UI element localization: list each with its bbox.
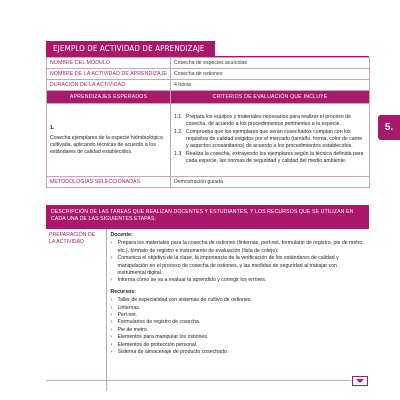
preparacion-label: PREPARACIÓN DE LA ACTIVIDAD [46, 229, 106, 391]
list-item [111, 342, 366, 349]
criterio-item [174, 129, 366, 150]
page-title: EJEMPLO DE ACTIVIDAD DE APRENDIZAJE [46, 41, 215, 56]
bottom-rule [46, 380, 351, 381]
recurso-item-text: Sistema de almacenaje de producto cosechado. [117, 349, 229, 356]
list-item [111, 334, 366, 341]
description-table [46, 205, 369, 391]
criterio-text: Realiza la cosecha, extrayendo los ejemplares según la técnica definida para cada especie, las normas de seguridad y calidad del medio ambiente. [186, 151, 364, 164]
list-item [111, 240, 366, 255]
recurso-item-text: Linternas. [117, 304, 141, 311]
docente-item-text: Prepara los materiales para la cosecha de ostiones (linternas, perl-net, formulario de registro, pie de metro, etc.), formato de registro e instrumento de evaluación (lista de cotejo). [117, 240, 364, 254]
chevron-right-icon: › [110, 341, 113, 348]
list-item [111, 319, 366, 326]
list-item [111, 327, 366, 334]
row-metodologias [47, 177, 370, 188]
metodologias-label: METODOLOGÍAS SELECCIONADAS [47, 177, 171, 188]
list-item [111, 277, 366, 284]
row-modulo [47, 58, 370, 69]
activity-info-table [46, 57, 370, 188]
criterio-text: Comprueba que los ejemplares que serán cosechados cumplan con los requisitos de calidad exigidos por el mercado (tamaño, forma, color de carne y aspectos zoosanitarios) de acuerdo a los procedimientos establecidos. [186, 129, 363, 149]
list-item [111, 255, 366, 277]
recurso-item-text: Pie de metro. [117, 326, 149, 333]
modulo-value: Cosecha de especies acuícolas [171, 58, 370, 69]
recurso-item-text: Elementos para manipular los ostiones. [117, 334, 209, 341]
row-duracion [47, 80, 370, 91]
duracion-label: DURACIÓN DE LA ACTIVIDAD [47, 80, 171, 91]
chevron-right-icon: › [110, 349, 113, 356]
chapter-tab[interactable]: 5. [378, 115, 400, 140]
list-item [111, 305, 366, 312]
aprendizaje-text: Cosecha ejemplares de la especie hidrobiológica cultivada, aplicando técnicas de acuerdo a los estándares de calidad establecidos. [50, 134, 163, 155]
criterio-num: 1.2 [174, 129, 182, 135]
criterios-cell [171, 104, 370, 177]
recurso-item-text: Taller de especialidad con sistemas de cultivo de ostiones. [117, 297, 252, 304]
row-actividad [47, 69, 370, 80]
chevron-right-icon: › [110, 277, 113, 284]
actividad-value: Cosecha de ostiones [171, 69, 370, 80]
chevron-right-icon: › [110, 326, 113, 333]
modulo-label: NOMBRE DEL MÓDULO [47, 58, 171, 69]
chevron-right-icon: › [110, 304, 113, 311]
row-aprendizaje [47, 104, 370, 177]
description-band: DESCRIPCIÓN DE LAS TAREAS QUE REALIZAN DOCENTES Y ESTUDIANTES, Y LOS RECURSOS QUE SE UTILIZAN EN CADA UNA DE LAS SIGUIENTES ETAPAS: [46, 205, 369, 229]
docente-title: Docente: [110, 232, 133, 238]
description-band-row [46, 205, 369, 229]
chevron-right-icon: › [110, 334, 113, 341]
row-headers [47, 91, 370, 104]
docente-item-text: Comunica el objetivo de la clase, la importancia de la verificación de los estándares de calidad y manipulación en el proceso de cosecha de ostiones, y las medidas de seguridad al trabajar con instrumental digital. [117, 255, 339, 277]
list-item [111, 297, 366, 304]
aprendizaje-cell [47, 104, 171, 177]
preparacion-body [106, 229, 369, 391]
row-preparacion [46, 229, 369, 391]
aprendizajes-header: APRENDIZAJES ESPERADOS [47, 91, 171, 104]
recurso-item-text: Formularios de registro de cosecha. [117, 319, 201, 326]
criterio-num: 1.3 [174, 151, 182, 157]
metodologias-value: Demostración guiada [171, 177, 370, 188]
recursos-title: Recursos: [110, 288, 136, 295]
criterio-item [174, 114, 366, 128]
chevron-right-icon: › [110, 297, 113, 304]
recurso-item-text: Elementos de protección personal. [117, 341, 198, 348]
chevron-right-icon: › [110, 240, 113, 247]
criterio-text: Prepara los equipos y materiales necesarios para realizar el proceso de cosecha, de acuerdo a los procedimientos pertinentes a la especie. [186, 114, 351, 127]
criterio-num: 1.1 [174, 114, 182, 120]
docente-item-text: Informa cómo se va a evaluar la aprendido y corregir los errores. [117, 277, 267, 284]
chevron-right-icon: › [110, 312, 113, 319]
list-item [111, 312, 366, 319]
continue-down-icon[interactable] [352, 376, 368, 386]
duracion-value: 4 horas [171, 80, 370, 91]
criterios-header: CRITERIOS DE EVALUACIÓN QUE INCLUYE [171, 91, 370, 104]
chevron-right-icon: › [110, 319, 113, 326]
actividad-label: NOMBRE DE LA ACTIVIDAD DE APRENDIZAJE [47, 69, 171, 80]
aprendizaje-num: 1. [50, 124, 55, 131]
recurso-item-text: Perl-net. [117, 312, 138, 319]
chevron-right-icon: › [110, 255, 113, 262]
criterio-item [174, 151, 366, 165]
list-item [111, 349, 366, 356]
